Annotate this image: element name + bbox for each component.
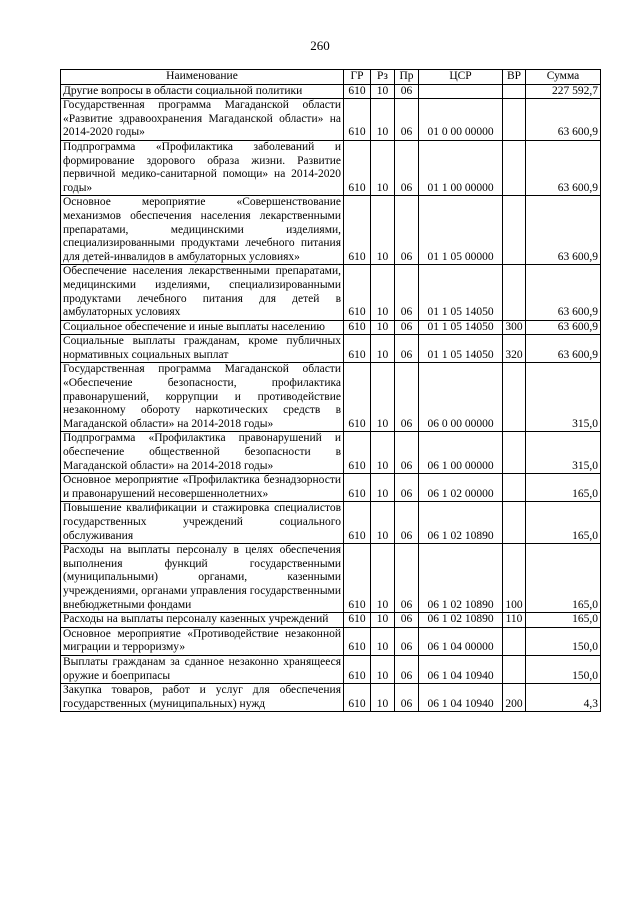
row-name: Закупка товаров, работ и услуг для обеспечения государственных (муниципальных) нужд: [61, 684, 344, 712]
row-rz: 10: [371, 544, 395, 613]
row-gr: 610: [344, 432, 371, 474]
row-vr: [503, 140, 526, 195]
table-row: [61, 432, 601, 474]
row-rz: 10: [371, 265, 395, 320]
row-sum: 63 600,9: [526, 335, 601, 363]
row-gr: 610: [344, 84, 371, 99]
table-row: [61, 474, 601, 502]
row-rz: 10: [371, 84, 395, 99]
row-csr: 01 1 00 00000: [419, 140, 503, 195]
table-row: [61, 502, 601, 544]
row-rz: 10: [371, 502, 395, 544]
table-row: [61, 684, 601, 712]
table-row: [61, 196, 601, 265]
row-name: Социальное обеспечение и иные выплаты населению: [61, 320, 344, 335]
row-csr: 06 0 00 00000: [419, 363, 503, 432]
row-sum: 150,0: [526, 627, 601, 655]
row-csr: 06 1 02 10890: [419, 613, 503, 628]
row-gr: 610: [344, 363, 371, 432]
table-row: [61, 320, 601, 335]
table-row: [61, 363, 601, 432]
col-header-pr: Пр: [395, 70, 419, 85]
col-header-csr: ЦСР: [419, 70, 503, 85]
row-csr: 01 1 05 14050: [419, 265, 503, 320]
row-gr: 610: [344, 502, 371, 544]
row-rz: 10: [371, 474, 395, 502]
row-rz: 10: [371, 684, 395, 712]
row-vr: 110: [503, 613, 526, 628]
row-csr: 06 1 02 10890: [419, 502, 503, 544]
row-vr: [503, 99, 526, 141]
row-sum: 63 600,9: [526, 320, 601, 335]
row-csr: 06 1 04 10940: [419, 684, 503, 712]
row-name: Выплаты гражданам за сданное незаконно хранящееся оружие и боеприпасы: [61, 655, 344, 683]
row-sum: 63 600,9: [526, 140, 601, 195]
col-header-sum: Сумма: [526, 70, 601, 85]
page-number: 260: [310, 38, 330, 53]
row-vr: 320: [503, 335, 526, 363]
table-row: [61, 613, 601, 628]
row-name: Подпрограмма «Профилактика заболеваний и формирование здорового образа жизни. Развитие первичной медико-санитарной помощи» на 2014-2020 годы»: [61, 140, 344, 195]
row-vr: [503, 655, 526, 683]
row-sum: 315,0: [526, 432, 601, 474]
row-gr: 610: [344, 474, 371, 502]
row-vr: [503, 502, 526, 544]
row-pr: 06: [395, 99, 419, 141]
row-gr: 610: [344, 655, 371, 683]
row-sum: 150,0: [526, 655, 601, 683]
row-csr: 06 1 02 00000: [419, 474, 503, 502]
row-gr: 610: [344, 196, 371, 265]
row-sum: 63 600,9: [526, 196, 601, 265]
row-gr: 610: [344, 140, 371, 195]
row-sum: 63 600,9: [526, 99, 601, 141]
row-sum: 165,0: [526, 613, 601, 628]
row-pr: 06: [395, 265, 419, 320]
row-rz: 10: [371, 613, 395, 628]
row-pr: 06: [395, 363, 419, 432]
row-pr: 06: [395, 474, 419, 502]
row-pr: 06: [395, 196, 419, 265]
table-row: [61, 84, 601, 99]
table-row: [61, 335, 601, 363]
row-sum: 227 592,7: [526, 84, 601, 99]
row-pr: 06: [395, 140, 419, 195]
row-rz: 10: [371, 99, 395, 141]
row-rz: 10: [371, 140, 395, 195]
row-rz: 10: [371, 363, 395, 432]
row-name: Социальные выплаты гражданам, кроме публичных нормативных социальных выплат: [61, 335, 344, 363]
row-name: Расходы на выплаты персоналу казенных учреждений: [61, 613, 344, 628]
row-pr: 06: [395, 627, 419, 655]
row-vr: [503, 265, 526, 320]
row-csr: 01 0 00 00000: [419, 99, 503, 141]
row-name: Основное мероприятие «Профилактика безнадзорности и правонарушений несовершеннолетних»: [61, 474, 344, 502]
row-sum: 165,0: [526, 502, 601, 544]
row-vr: 100: [503, 544, 526, 613]
row-csr: 06 1 04 10940: [419, 655, 503, 683]
row-pr: 06: [395, 320, 419, 335]
row-rz: 10: [371, 196, 395, 265]
row-name: Обеспечение населения лекарственными препаратами, медицинскими изделиями, специализированными продуктами лечебного питания для детей в амбулаторных условиях: [61, 265, 344, 320]
row-sum: 165,0: [526, 474, 601, 502]
row-pr: 06: [395, 432, 419, 474]
header-row: [61, 70, 601, 85]
row-pr: 06: [395, 502, 419, 544]
row-csr: 06 1 02 10890: [419, 544, 503, 613]
row-name: Расходы на выплаты персоналу в целях обеспечения выполнения функций государственными (муниципальными) органами, казенными учреждениями, органами управления государственными внебюджетными фондами: [61, 544, 344, 613]
row-name: Другие вопросы в области социальной политики: [61, 84, 344, 99]
col-header-rz: Рз: [371, 70, 395, 85]
row-gr: 610: [344, 684, 371, 712]
row-vr: 200: [503, 684, 526, 712]
row-gr: 610: [344, 335, 371, 363]
row-gr: 610: [344, 99, 371, 141]
row-vr: [503, 474, 526, 502]
row-name: Подпрограмма «Профилактика правонарушений и обеспечение общественной безопасности в Магаданской области» на 2014-2018 годы»: [61, 432, 344, 474]
row-vr: [503, 196, 526, 265]
row-sum: 315,0: [526, 363, 601, 432]
col-header-vr: ВР: [503, 70, 526, 85]
row-rz: 10: [371, 627, 395, 655]
col-header-name: Наименование: [61, 70, 344, 85]
row-sum: 63 600,9: [526, 265, 601, 320]
table-row: [61, 140, 601, 195]
row-vr: 300: [503, 320, 526, 335]
row-name: Государственная программа Магаданской области «Развитие здравоохранения Магаданской области» на 2014-2020 годы»: [61, 99, 344, 141]
row-gr: 610: [344, 265, 371, 320]
row-pr: 06: [395, 655, 419, 683]
row-csr: 06 1 04 00000: [419, 627, 503, 655]
budget-table: [60, 69, 601, 712]
row-csr: [419, 84, 503, 99]
row-pr: 06: [395, 335, 419, 363]
row-csr: 01 1 05 00000: [419, 196, 503, 265]
table-row: [61, 544, 601, 613]
row-name: Основное мероприятие «Совершенствование механизмов обеспечения населения лекарственными препаратами, медицинскими изделиями, специализированными продуктами лечебного питания для детей-инвалидов в амбулаторных условиях»: [61, 196, 344, 265]
row-pr: 06: [395, 684, 419, 712]
row-vr: [503, 432, 526, 474]
row-gr: 610: [344, 544, 371, 613]
row-name: Государственная программа Магаданской области «Обеспечение безопасности, профилактика правонарушений, коррупции и противодействие незаконному обороту наркотических средств в Магаданской области» на 2014-2018 годы»: [61, 363, 344, 432]
row-csr: 01 1 05 14050: [419, 335, 503, 363]
row-vr: [503, 627, 526, 655]
row-sum: 4,3: [526, 684, 601, 712]
row-vr: [503, 84, 526, 99]
row-csr: 01 1 05 14050: [419, 320, 503, 335]
row-pr: 06: [395, 84, 419, 99]
table-row: [61, 99, 601, 141]
row-sum: 165,0: [526, 544, 601, 613]
row-rz: 10: [371, 320, 395, 335]
row-gr: 610: [344, 613, 371, 628]
row-vr: [503, 363, 526, 432]
row-name: Основное мероприятие «Противодействие незаконной миграции и терроризму»: [61, 627, 344, 655]
row-pr: 06: [395, 544, 419, 613]
row-pr: 06: [395, 613, 419, 628]
row-gr: 610: [344, 627, 371, 655]
row-csr: 06 1 00 00000: [419, 432, 503, 474]
row-rz: 10: [371, 655, 395, 683]
row-name: Повышение квалификации и стажировка специалистов государственных учреждений социального обслуживания: [61, 502, 344, 544]
table-row: [61, 655, 601, 683]
table-row: [61, 627, 601, 655]
row-rz: 10: [371, 432, 395, 474]
row-gr: 610: [344, 320, 371, 335]
row-rz: 10: [371, 335, 395, 363]
col-header-gr: ГР: [344, 70, 371, 85]
table-row: [61, 265, 601, 320]
